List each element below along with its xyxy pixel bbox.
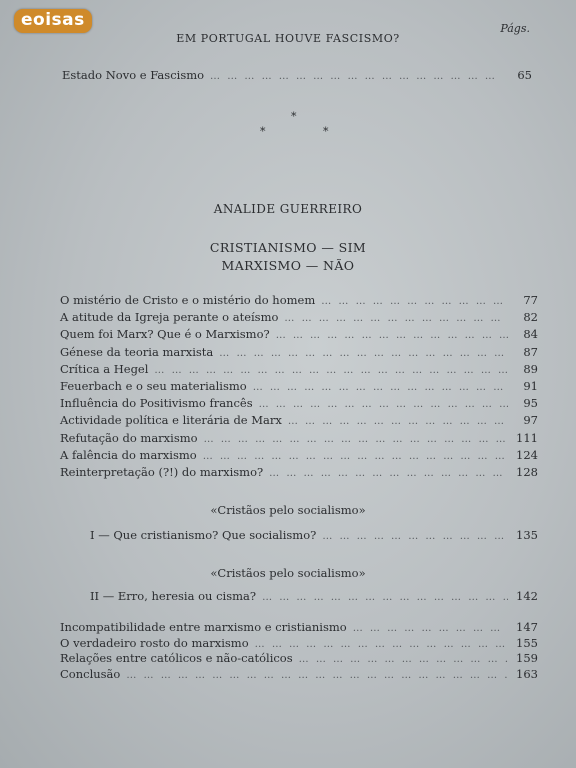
toc-entry [60,651,538,665]
toc-entry-page: 84 [523,327,538,342]
author-name: ANALIDE GUERREIRO [213,202,363,216]
leader-dots [198,434,508,445]
toc-entry [60,667,538,681]
section-header-fascismo: EM PORTUGAL HOUVE FASCISMO? [176,32,400,45]
toc-entry-page: 82 [523,310,538,325]
leader-dots [270,330,508,341]
toc-entry-title: Incompatibilidade entre marxismo e cristianismo [60,620,347,634]
leader-dots [249,639,508,650]
toc-entry-page: 65 [517,68,532,82]
toc-entry [90,589,538,603]
leader-dots [148,365,508,376]
toc-entry [60,379,538,393]
leader-dots [197,451,508,462]
toc-entry-title: Actividade política e literária de Marx [60,413,282,428]
toc-entry-title: Crítica a Hegel [60,361,149,376]
toc-entry-page: 91 [523,379,538,393]
toc-entry [62,68,532,82]
toc-entry-title: I — Que cristianismo? Que socialismo? [90,528,317,542]
toc-entry-title: Génese da teoria marxista [60,344,214,359]
toc-entry [60,636,538,650]
ornament-star: * [323,125,329,138]
toc-entry-page: 159 [516,651,538,665]
toc-entry-title: Feuerbach e o seu materialismo [60,379,247,393]
leader-dots [293,654,508,665]
toc-entry-page: 155 [516,635,538,650]
toc-entry-page: 142 [516,589,538,603]
leader-dots [263,468,508,479]
toc-entry [90,528,538,542]
toc-entry-title: II — Erro, heresia ou cisma? [90,589,257,603]
toc-entry-page: 163 [516,666,538,681]
ornament-star: * [291,110,297,123]
toc-entry-page: 95 [523,396,538,411]
toc-entry [60,327,538,341]
toc-entry-page: 147 [516,620,538,634]
toc-entry [60,310,538,324]
toc-entry-title: Reinterpretação (?!) do marxismo? [60,465,264,479]
toc-entry-page: 77 [523,293,538,307]
leader-dots [213,348,508,359]
toc-entry-title: O mistério de Cristo e o mistério do homem [60,293,316,307]
toc-entry [60,448,538,462]
toc-entry [60,362,538,376]
toc-entry-title: Estado Novo e Fascismo [62,68,205,82]
toc-entry [60,465,538,479]
toc-entry-page: 124 [516,447,538,462]
toc-entry [60,413,538,427]
toc-entry [60,620,538,634]
toc-entry-title: A falência do marxismo [60,447,197,462]
pages-column-label: Págs. [500,22,530,35]
toc-entry-page: 111 [516,430,538,445]
toc-entry-page: 128 [516,465,538,479]
leader-dots [120,670,508,681]
leader-dots [253,399,508,410]
toc-entry [60,293,538,307]
toc-entry-page: 135 [516,528,538,542]
section-heading: «Cristãos pelo socialismo» [210,503,366,517]
ornament-star: * [260,125,266,138]
toc-entry-title: Conclusão [60,666,121,681]
leader-dots [278,313,508,324]
toc-entry-title: Refutação do marxismo [60,430,198,445]
toc-entry-title: O verdadeiro rosto do marxismo [60,635,249,650]
leader-dots [247,382,508,393]
toc-entry-title: Quem foi Marx? Que é o Marxismo? [60,327,270,342]
leader-dots [347,623,508,634]
leader-dots [204,71,502,82]
book-title-line-2: MARXISMO — NÃO [221,258,355,273]
toc-entry-page: 97 [523,413,538,428]
toc-entry [60,396,538,410]
leader-dots [256,592,508,603]
watermark-logo: eoisas [14,9,92,33]
toc-entry [60,431,538,445]
toc-entry-page: 89 [523,361,538,376]
toc-entry-title: Relações entre católicos e não-católicos [60,651,293,665]
section-heading: «Cristãos pelo socialismo» [210,566,366,580]
book-title-line-1: CRISTIANISMO — SIM [209,240,367,255]
toc-entry-page: 87 [523,344,538,359]
leader-dots [316,531,508,542]
toc-entry-title: Influência do Positivismo francês [60,396,253,411]
leader-dots [315,296,508,307]
toc-entry [60,345,538,359]
toc-entry-title: A atitude da Igreja perante o ateísmo [60,310,279,325]
leader-dots [282,416,508,427]
